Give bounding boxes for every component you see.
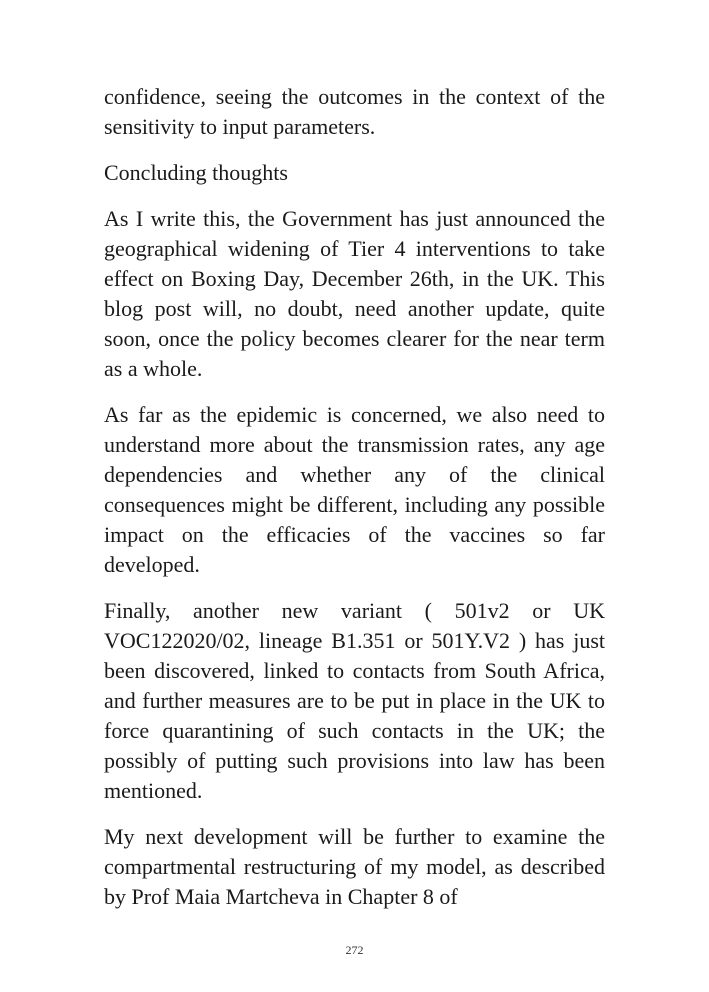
paragraph-next-development: My next development will be further to examine the compartmental restructuring of my model, as described by Prof Maia Martcheva in Chapter 8 of	[104, 824, 605, 909]
page-body	[104, 82, 605, 928]
paragraph-tier4-announcement: As I write this, the Government has just announced the geographical widening of Tier 4 interventions to take effect on Boxing Day, December 26th, in the UK. This blog post will, no doubt, need another update, quite soon, once the policy becomes clearer for the near term as a whole.	[104, 206, 605, 381]
paragraph-new-variant: Finally, another new variant ( 501v2 or UK VOC122020/02, lineage B1.351 or 501Y.V2 ) has just been discovered, linked to contacts from South Africa, and further measures are to be put in place in the UK to force quarantining of such contacts in the UK; the possibly of putting such provisions into law has been mentioned.	[104, 598, 605, 803]
page-number: 272	[345, 943, 364, 957]
paragraph-continuation: confidence, seeing the outcomes in the context of the sensitivity to input parameters.	[104, 84, 605, 139]
paragraph-epidemic-concerns: As far as the epidemic is concerned, we also need to understand more about the transmission rates, any age dependencies and whether any of the clinical consequences might be different, including any possible impact on the efficacies of the vaccines so far developed.	[104, 402, 605, 577]
section-heading: Concluding thoughts	[104, 160, 288, 185]
